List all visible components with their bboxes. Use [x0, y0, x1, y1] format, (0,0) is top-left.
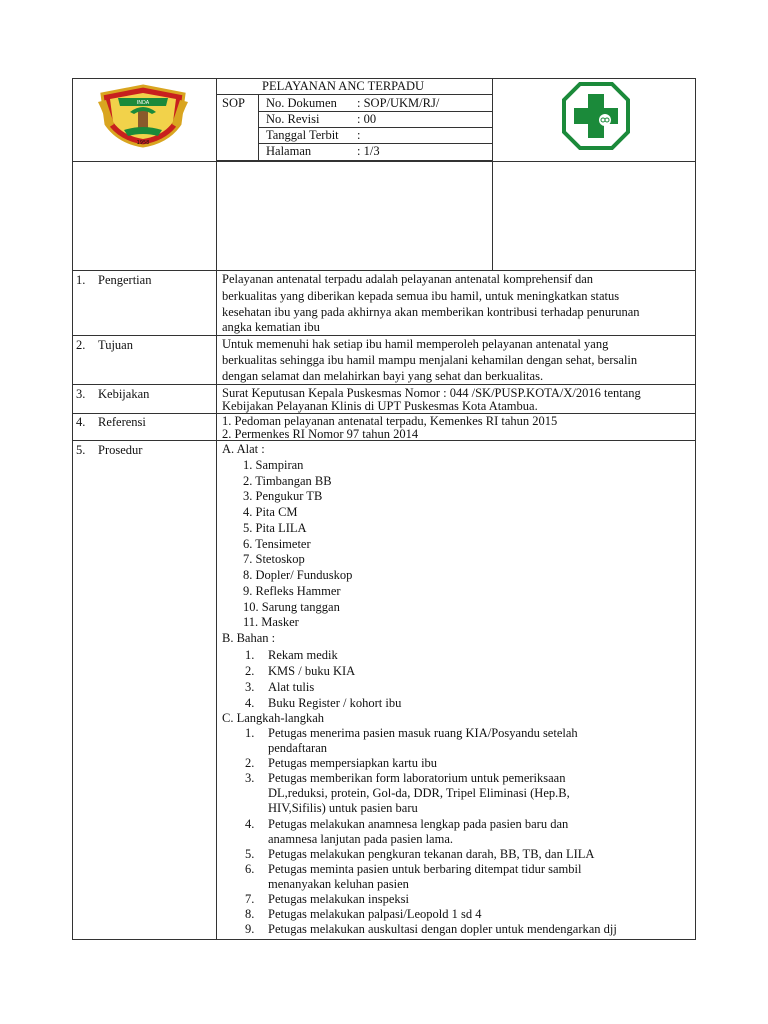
regency-emblem-icon [98, 84, 188, 148]
list-item: Alat tulis [268, 680, 315, 694]
list-item: Buku Register / kohort ibu [268, 696, 402, 710]
list-item: Rekam medik [268, 648, 338, 662]
paragraph-line: Pelayanan antenatal terpadu adalah pelayanan antenatal komprehensif dan [222, 272, 594, 286]
step-text: anamnesa lanjutan pada pasien lama. [268, 832, 453, 846]
step-number: 4. [245, 817, 255, 831]
step-number: 7. [245, 892, 255, 906]
section-number: 5. [76, 443, 86, 457]
step-text: Petugas melakukan auskultasi dengan dopler untuk mendengarkan djj [268, 922, 617, 936]
reference-item: 2. Permenkes RI Nomor 97 tahun 2014 [222, 427, 419, 441]
list-item: 7. Stetoskop [243, 552, 305, 566]
divider [72, 270, 696, 271]
document-title: PELAYANAN ANC TERPADU [262, 79, 425, 93]
step-text: DL,reduksi, protein, Gol-da, DDR, Tripel Eliminasi (Hep.B, [268, 786, 570, 800]
field-value: : SOP/UKM/RJ/ [357, 96, 440, 110]
field-label: Tanggal Terbit [266, 128, 339, 142]
section-number: 4. [76, 415, 86, 429]
section-label: Kebijakan [98, 387, 150, 401]
subsection-title: A. Alat : [222, 442, 265, 456]
field-value: : [357, 128, 361, 142]
divider [72, 161, 696, 162]
step-text: pendaftaran [268, 741, 327, 755]
paragraph-line: angka kematian ibu [222, 320, 320, 334]
list-item: KMS / buku KIA [268, 664, 356, 678]
section-number: 1. [76, 273, 86, 287]
step-number: 1. [245, 726, 255, 740]
step-text: menanyakan keluhan pasien [268, 877, 409, 891]
sop-label: SOP [222, 96, 245, 110]
step-number: 6. [245, 862, 255, 876]
list-item: 8. Dopler/ Funduskop [243, 568, 353, 582]
paragraph-line: berkualitas yang diberikan kepada semua ibu hamil, untuk meningkatkan status [222, 289, 620, 303]
step-number: 9. [245, 922, 255, 936]
step-text: Petugas menerima pasien masuk ruang KIA/Posyandu setelah [268, 726, 578, 740]
section-label: Tujuan [98, 338, 133, 352]
step-text: Petugas melakukan pengkuran tekanan darah, BB, TB, dan LILA [268, 847, 595, 861]
list-number: 3. [245, 680, 255, 694]
step-number: 5. [245, 847, 255, 861]
list-item: 11. Masker [243, 615, 299, 629]
paragraph-line: dengan selamat dan melahirkan bayi yang sehat dan berkualitas. [222, 369, 544, 383]
field-label: No. Dokumen [266, 96, 337, 110]
divider [216, 78, 217, 940]
section-number: 3. [76, 387, 86, 401]
list-item: 6. Tensimeter [243, 537, 311, 551]
paragraph-line: berkualitas sehingga ibu hamil mampu menjalani kehamilan dengan sehat, bersalin [222, 353, 638, 367]
subsection-title: C. Langkah-langkah [222, 711, 325, 725]
step-text: Petugas melakukan palpasi/Leopold 1 sd 4 [268, 907, 482, 921]
paragraph-line: kesehatan ibu yang pada akhirnya akan memberikan kontribusi terhadap penurunan [222, 305, 640, 319]
divider [492, 78, 493, 270]
list-item: 10. Sarung tanggan [243, 600, 340, 614]
step-text: Petugas melakukan anamnesa lengkap pada pasien baru dan [268, 817, 569, 831]
step-text: HIV,Sifilis) untuk pasien baru [268, 801, 418, 815]
list-item: 5. Pita LILA [243, 521, 307, 535]
list-item: 1. Sampiran [243, 458, 304, 472]
list-item: 3. Pengukur TB [243, 489, 323, 503]
list-number: 4. [245, 696, 255, 710]
field-label: No. Revisi [266, 112, 320, 126]
subsection-title: B. Bahan : [222, 631, 276, 645]
list-item: 4. Pita CM [243, 505, 298, 519]
step-text: Petugas melakukan inspeksi [268, 892, 409, 906]
list-item: 9. Refleks Hammer [243, 584, 341, 598]
step-text: Petugas meminta pasien untuk berbaring ditempat tidur sambil [268, 862, 582, 876]
reference-item: 1. Pedoman pelayanan antenatal terpadu, Kemenkes RI tahun 2015 [222, 414, 558, 428]
list-number: 2. [245, 664, 255, 678]
field-value: : 1/3 [357, 144, 380, 158]
step-number: 3. [245, 771, 255, 785]
field-value: : 00 [357, 112, 377, 126]
section-label: Referensi [98, 415, 146, 429]
section-label: Prosedur [98, 443, 143, 457]
divider [72, 335, 696, 336]
section-label: Pengertian [98, 273, 152, 287]
list-item: 2. Timbangan BB [243, 474, 332, 488]
section-number: 2. [76, 338, 86, 352]
paragraph-line: Kebijakan Pelayanan Klinis di UPT Puskesmas Kota Atambua. [222, 399, 538, 413]
field-label: Halaman [266, 144, 312, 158]
paragraph-line: Surat Keputusan Kepala Puskesmas Nomor : 044 /SK/PUSP.KOTA/X/2016 tentang [222, 386, 641, 400]
step-number: 2. [245, 756, 255, 770]
list-number: 1. [245, 648, 255, 662]
svg-text:1958: 1958 [136, 140, 150, 146]
puskesmas-logo-icon [560, 80, 632, 152]
step-text: Petugas memberikan form laboratorium untuk pemeriksaan [268, 771, 566, 785]
paragraph-line: Untuk memenuhi hak setiap ibu hamil memperoleh pelayanan antenatal yang [222, 337, 609, 351]
svg-text:INDA: INDA [136, 100, 150, 106]
step-number: 8. [245, 907, 255, 921]
step-text: Petugas mempersiapkan kartu ibu [268, 756, 438, 770]
